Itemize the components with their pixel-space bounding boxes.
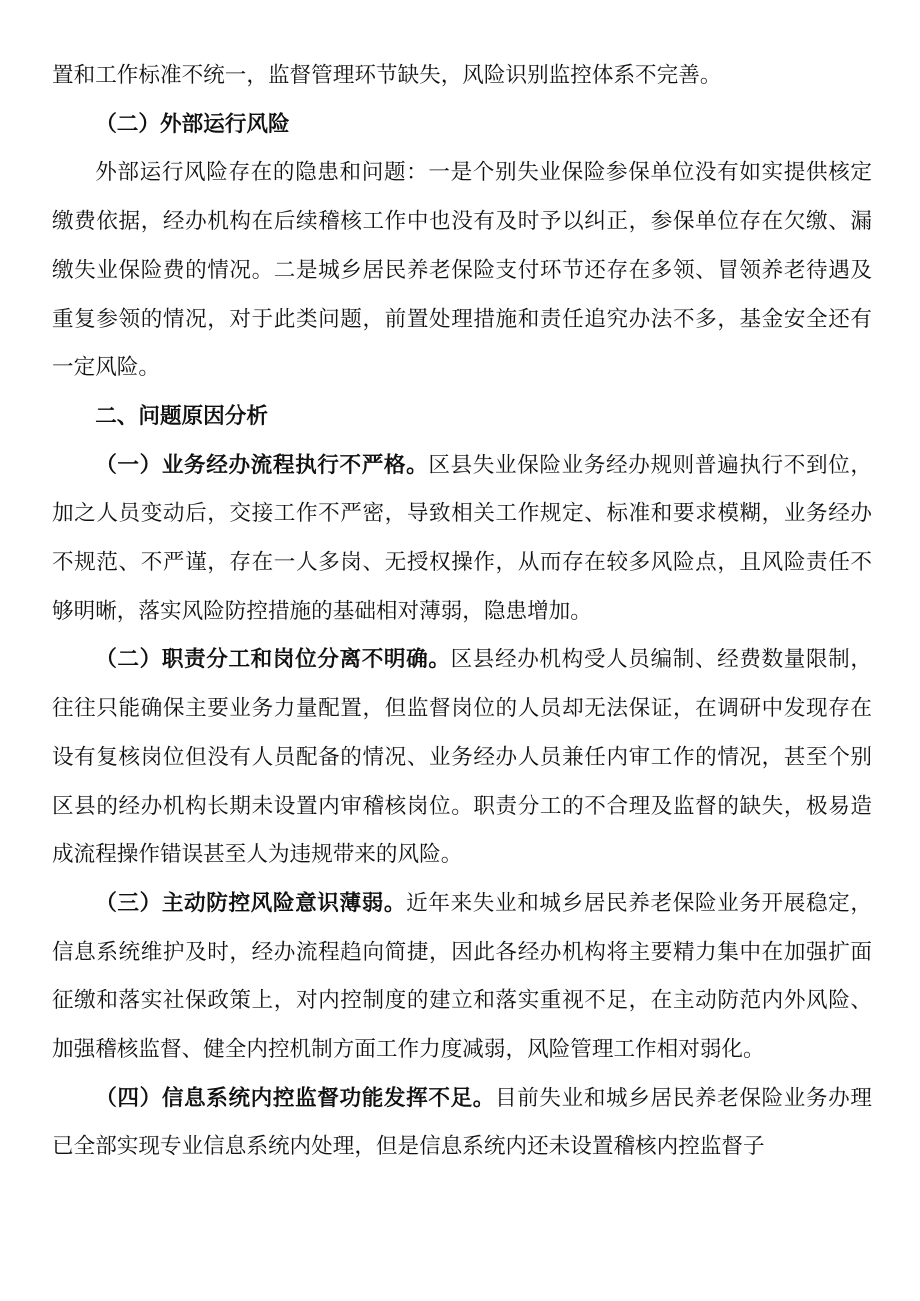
heading-external-risk: （二）外部运行风险: [95, 111, 290, 137]
paragraph-continuation: 置和工作标准不统一，监督管理环节缺失，风险识别监控体系不完善。: [52, 63, 722, 88]
heading-cause-analysis: 二、问题原因分析: [95, 403, 268, 429]
paragraph-cause-3: [52, 880, 872, 1075]
cause-2-body: 区县经办机构受人员编制、经费数量限制，往往只能确保主要业务力量配置，但监督岗位的人员却无法保证，在调研中发现存在设有复核岗位但没有人员配备的情况、业务经办人员兼任内审工作的情况，甚至个别区县的经办机构长期未设置内审稽核岗位。职责分工的不合理及监督的缺失，极易造成流程操作错误甚至人为违规带来的风险。: [52, 647, 872, 868]
cause-1-title: （一）业务经办流程执行不严格。: [95, 452, 429, 478]
cause-2-title: （二）职责分工和岗位分离不明确。: [95, 647, 451, 673]
cause-3-body: 近年来失业和城乡居民养老保险业务开展稳定，信息系统维护及时，经办流程趋向简捷，因此各经办机构将主要精力集中在加强扩面征缴和落实社保政策上，对内控制度的建立和落实重视不足，在主动防范内外风险、加强稽核监督、健全内控机制方面工作力度减弱，风险管理工作相对弱化。: [52, 890, 872, 1063]
paragraph-cause-2: [52, 636, 872, 880]
cause-3-title: （三）主动防控风险意识薄弱。: [95, 890, 407, 916]
paragraph-cause-4: [52, 1075, 872, 1172]
paragraph-cause-1: [52, 442, 872, 637]
cause-1-body: 区县失业保险业务经办规则普遍执行不到位，加之人员变动后，交接工作不严密，导致相关工作规定、标准和要求模糊，业务经办不规范、不严谨，存在一人多岗、无授权操作，从而存在较多风险点，且风险责任不够明晰，落实风险防控措施的基础相对薄弱，隐患增加。: [52, 452, 872, 624]
cause-4-title: （四）信息系统内控监督功能发挥不足。: [95, 1085, 495, 1111]
cause-4-body: 目前失业和城乡居民养老保险业务办理已全部实现专业信息系统内处理，但是信息系统内还未设置稽核内控监督子: [52, 1085, 872, 1160]
paragraph-external-risk: 外部运行风险存在的隐患和问题：一是个别失业保险参保单位没有如实提供核定缴费依据，经办机构在后续稽核工作中也没有及时予以纠正，参保单位存在欠缴、漏缴失业保险费的情况。二是城乡居民养老保险支付环节还存在多领、冒领养老待遇及重复参领的情况，对于此类问题，前置处理措施和责任追究办法不多，基金安全还有一定风险。: [52, 160, 872, 381]
